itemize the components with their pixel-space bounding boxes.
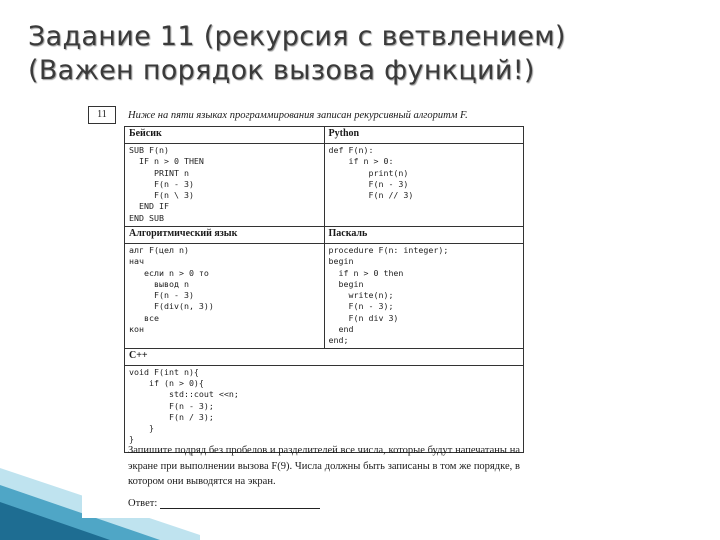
cpp-header: С++: [125, 348, 524, 365]
algorithmic-code: алг F(цел n) нач если n > 0 то вывод n F(n - 3) F(div(n, 3)) все кон: [129, 245, 214, 335]
answer-label: Ответ:: [128, 498, 158, 509]
cpp-code: void F(int n){ if (n > 0){ std::cout <<n; F(n - 3); F(n / 3); } }: [129, 366, 239, 445]
basic-cell: [125, 144, 325, 227]
slide-title-line-2: (Важен порядок вызова функций!): [28, 55, 535, 86]
answer-line: [160, 498, 320, 509]
slide-title: [28, 20, 566, 88]
python-header: Python: [324, 127, 524, 144]
slide-title-line-1: Задание 11 (рекурсия с ветвлением): [28, 21, 566, 52]
task-number: 11: [88, 106, 116, 124]
algorithmic-header: Алгоритмический язык: [125, 227, 325, 244]
task-document: [82, 106, 528, 518]
algorithmic-cell: [125, 244, 325, 349]
cpp-cell: [125, 365, 524, 452]
pascal-cell: [324, 244, 524, 349]
pascal-code: procedure F(n: integer); begin if n > 0 then begin write(n); F(n - 3); F(n div 3) end end;: [328, 245, 449, 346]
python-cell: [324, 144, 524, 227]
basic-code: SUB F(n) IF n > 0 THEN PRINT n F(n - 3) F(n \ 3) END IF END SUB: [129, 145, 204, 223]
answer-row: [128, 498, 320, 509]
basic-header: Бейсик: [125, 127, 325, 144]
task-question: Запишите подряд без пробелов и разделителей все числа, которые будут напечатаны на экране при выполнении вызова F(9). Числа должны быть записаны в том же порядке, в котором они выводятся на экран.: [128, 445, 520, 487]
task-intro: Ниже на пяти языках программирования записан рекурсивный алгоритм F.: [128, 110, 468, 121]
pascal-header: Паскаль: [324, 227, 524, 244]
code-table: [124, 126, 524, 453]
python-code: def F(n): if n > 0: print(n) F(n - 3) F(n // 3): [328, 145, 414, 201]
